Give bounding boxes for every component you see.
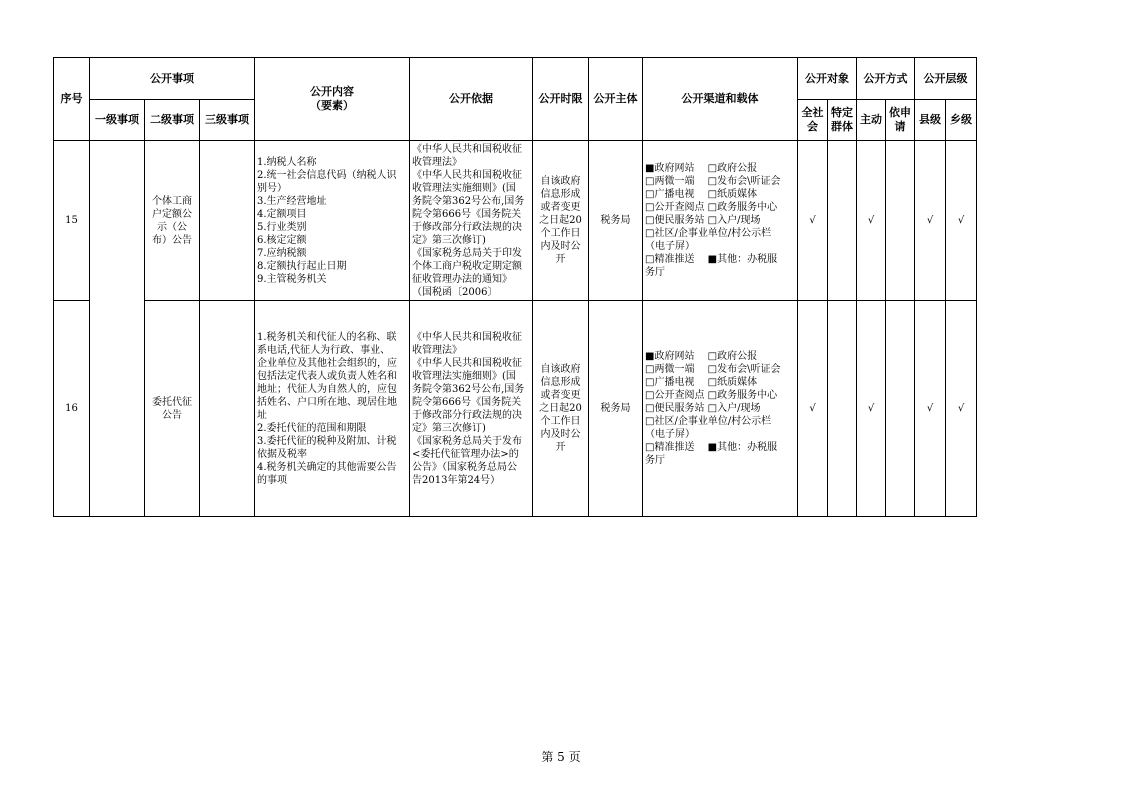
text-line: 委托代征 <box>152 396 192 408</box>
text-line: 院令第666号《国务院关 <box>412 396 522 408</box>
text-line: □公开查阅点 □政务服务中心 <box>645 390 778 401</box>
text-line: 开 <box>555 254 566 265</box>
text-line: 收管理法实施细则》(国 <box>412 182 516 194</box>
text-line: 包括法定代表人或负责人姓名和 <box>257 370 397 382</box>
header-target-all-line2: 会 <box>807 120 818 133</box>
text-line: □社区/企事业单位/村公示栏 <box>645 228 772 239</box>
header-level: 公开层级 <box>915 58 977 100</box>
text-line: □公开查阅点 □政务服务中心 <box>645 202 778 213</box>
text-line: 个工作日 <box>540 416 581 427</box>
header-seq: 序号 <box>54 58 90 141</box>
header-content <box>255 58 410 141</box>
header-target-specific-line2: 群体 <box>831 120 853 133</box>
row-channel <box>643 141 798 301</box>
text-line: （国税函〔2006〕 <box>412 286 498 298</box>
text-line: 6.核定定额 <box>257 234 307 246</box>
header-target-specific <box>828 100 857 141</box>
page-number: 第 5 页 <box>541 750 581 764</box>
row-time <box>533 141 589 301</box>
row-channel <box>643 301 798 517</box>
text-line: 自该政府 <box>540 364 581 375</box>
text-line: 务院令第362号公布,国务 <box>412 383 525 395</box>
header-level2: 二级事项 <box>145 100 200 141</box>
row-target-all: √ <box>798 141 828 301</box>
text-line: 告2013年第24号） <box>412 474 501 486</box>
header-target: 公开对象 <box>798 58 857 100</box>
text-line: 布）公告 <box>152 234 192 246</box>
text-line: □两微一端 □发布会\听证会 <box>645 176 781 187</box>
text-line: （电子屏） <box>645 429 695 440</box>
text-line: □广播电视 □纸质媒体 <box>645 189 758 200</box>
text-line: 信息形成 <box>540 377 581 388</box>
row-content <box>255 301 410 517</box>
row-method-apply <box>886 301 915 517</box>
header-level-county: 县级 <box>915 100 946 141</box>
header-level-town: 乡级 <box>946 100 977 141</box>
header-time: 公开时限 <box>533 58 589 141</box>
text-line: 4.税务机关确定的其他需要公告 <box>257 461 397 473</box>
text-line: 公告 <box>162 409 182 421</box>
header-channel: 公开渠道和载体 <box>643 58 798 141</box>
text-line: 务院令第362号公布,国务 <box>412 195 525 207</box>
row-level-county: √ <box>915 301 946 517</box>
text-line: （电子屏） <box>645 241 695 252</box>
row-level3 <box>200 141 255 301</box>
header-method-apply-line2: 请 <box>894 120 906 133</box>
row-level1 <box>90 141 145 517</box>
text-line: 地址；代征人为自然人的，应包 <box>257 383 397 395</box>
text-line: 开 <box>555 442 566 453</box>
text-line: □精准推送 ■其他：办税服 <box>645 442 778 453</box>
text-line: □便民服务站 □入户/现场 <box>645 215 761 226</box>
text-line: ■政府网站 □政府公报 <box>645 351 758 362</box>
text-line: 3.生产经营地址 <box>257 195 327 207</box>
text-line: 个工作日 <box>540 228 581 239</box>
header-content-line1: 公开内容 <box>310 85 354 98</box>
text-line: □社区/企事业单位/村公示栏 <box>645 416 772 427</box>
row-method-apply <box>886 141 915 301</box>
text-line: 示（公 <box>157 221 187 233</box>
text-line: 系电话,代征人为行政、事业、 <box>257 344 391 356</box>
row-subject: 税务局 <box>589 141 643 301</box>
text-line: 7.应纳税额 <box>257 247 307 259</box>
header-method: 公开方式 <box>857 58 915 100</box>
row-method-active: √ <box>857 301 886 517</box>
text-line: 《国家税务总局关于印发 <box>412 247 522 259</box>
row-content <box>255 141 410 301</box>
text-line: □精准推送 ■其他：办税服 <box>645 254 778 265</box>
text-line: 的事项 <box>257 474 287 486</box>
text-line: 2.统一社会信息代码（纳税人识 <box>257 169 397 181</box>
text-line: <委托代征管理办法>的 <box>412 448 519 460</box>
text-line: 9.主管税务机关 <box>257 273 327 285</box>
text-line: 1.税务机关和代征人的名称、联 <box>257 331 397 343</box>
text-line: 或者变更 <box>540 202 581 213</box>
text-line: 自该政府 <box>540 176 581 187</box>
text-line: □两微一端 □发布会\听证会 <box>645 364 781 375</box>
row-seq: 15 <box>54 141 90 301</box>
text-line: 征收管理办法的通知》 <box>412 273 512 285</box>
header-content-line2: （要素） <box>310 99 354 112</box>
text-line: 个体工商户税收定期定额 <box>412 260 522 272</box>
row-target-all: √ <box>798 301 828 517</box>
text-line: 括姓名、户口所在地、现居住地 <box>257 396 397 408</box>
row-target-specific <box>828 141 857 301</box>
text-line: 依据及税率 <box>257 448 307 460</box>
header-method-apply <box>886 100 915 141</box>
text-line: 于修改部分行政法规的决 <box>412 409 522 421</box>
header-method-apply-line1: 依申 <box>889 106 911 119</box>
header-basis: 公开依据 <box>410 58 533 141</box>
text-line: 之日起20 <box>539 215 582 226</box>
text-line: 务厅 <box>645 455 665 466</box>
text-line: 定》第三次修订) <box>412 422 486 434</box>
text-line: 于修改部分行政法规的决 <box>412 221 522 233</box>
row-seq: 16 <box>54 301 90 517</box>
text-line: 5.行业类别 <box>257 221 307 233</box>
row-target-specific <box>828 301 857 517</box>
row-level-county: √ <box>915 141 946 301</box>
text-line: 或者变更 <box>540 390 581 401</box>
text-line: ■政府网站 □政府公报 <box>645 163 758 174</box>
header-method-active: 主动 <box>857 100 886 141</box>
text-line: 8.定额执行起止日期 <box>257 260 347 272</box>
header-level1: 一级事项 <box>90 100 145 141</box>
text-line: 收管理法实施细则》(国 <box>412 370 516 382</box>
row-basis <box>410 301 533 517</box>
header-item: 公开事项 <box>90 58 255 100</box>
text-line: 2.委托代征的范围和期限 <box>257 422 367 434</box>
text-line: 企业单位及其他社会组织的，应 <box>257 357 397 369</box>
text-line: 定》第三次修订) <box>412 234 486 246</box>
text-line: 信息形成 <box>540 189 581 200</box>
header-target-specific-line1: 特定 <box>831 106 853 119</box>
text-line: 之日起20 <box>539 403 582 414</box>
text-line: 个体工商 <box>152 195 192 207</box>
text-line: 址 <box>257 409 267 421</box>
text-line: 务厅 <box>645 267 665 278</box>
text-line: 院令第666号《国务院关 <box>412 208 522 220</box>
text-line: 内及时公 <box>540 241 581 252</box>
row-level2 <box>145 301 200 517</box>
row-method-active: √ <box>857 141 886 301</box>
text-line: 收管理法》 <box>412 344 462 356</box>
header-target-all-line1: 全社 <box>801 106 824 119</box>
header-subject: 公开主体 <box>589 58 643 141</box>
row-level3 <box>200 301 255 517</box>
row-basis <box>410 141 533 301</box>
text-line: 收管理法》 <box>412 156 462 168</box>
header-level3: 三级事项 <box>200 100 255 141</box>
text-line: 《中华人民共和国税收征 <box>412 357 522 369</box>
text-line: 公告》（国家税务总局公 <box>412 461 517 473</box>
row-level-town: √ <box>946 141 977 301</box>
row-subject: 税务局 <box>589 301 643 517</box>
text-line: 《中华人民共和国税收征 <box>412 331 522 343</box>
text-line: 3.委托代征的税种及附加、计税 <box>257 435 397 447</box>
header-row-1 <box>54 58 977 100</box>
disclosure-table <box>53 57 977 517</box>
text-line: □便民服务站 □入户/现场 <box>645 403 761 414</box>
text-line: 《中华人民共和国税收征 <box>412 143 522 155</box>
row-level-town: √ <box>946 301 977 517</box>
text-line: □广播电视 □纸质媒体 <box>645 377 758 388</box>
row-level2 <box>145 141 200 301</box>
row-time <box>533 301 589 517</box>
text-line: 别号） <box>257 182 287 194</box>
table-row <box>54 301 977 517</box>
table-row <box>54 141 977 301</box>
text-line: 《中华人民共和国税收征 <box>412 169 522 181</box>
text-line: 《国家税务总局关于发布 <box>412 435 522 447</box>
header-target-all <box>798 100 828 141</box>
text-line: 内及时公 <box>540 429 581 440</box>
text-line: 户定额公 <box>152 208 192 220</box>
text-line: 1.纳税人名称 <box>257 156 317 168</box>
text-line: 4.定额项目 <box>257 208 307 220</box>
